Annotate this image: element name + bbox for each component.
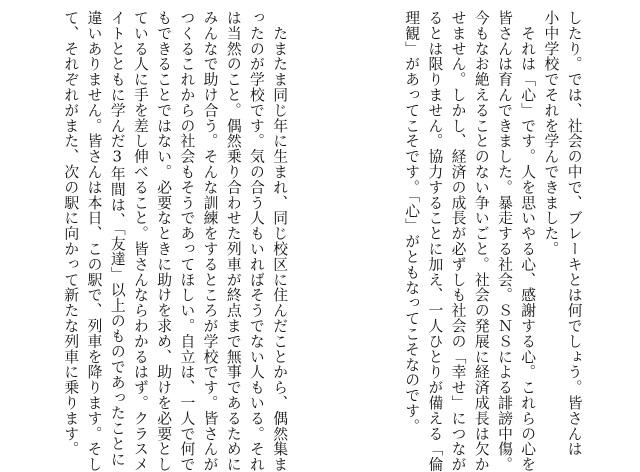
text-column: たまたま同じ年に生まれ、同じ校区に住んだことから、偶然集ま xyxy=(271,10,289,472)
text-column: ている人に手を差し伸べること。皆さんならわかるはず。クラスメ xyxy=(131,10,149,472)
text-column: 今もなお絶えることのない争いごと。社会の発展に経済成長は欠か xyxy=(472,10,490,472)
paragraph-gap xyxy=(0,10,13,435)
text-column: もできることではない。必要なときに助けを求め、助けを必要とし xyxy=(155,10,173,472)
text-column: したり。では、社会の中で、ブレーキとは何でしょう。皆さんは xyxy=(565,10,583,457)
text-column: 皆さんは育んできました。暴走する社会。ＳＮＳによる誹謗中傷。 xyxy=(495,10,513,472)
paragraph-block-2 xyxy=(59,10,291,472)
paragraph-gap xyxy=(338,10,354,435)
text-column: つくるこれからの社会もそうであってほしい。自立は、一人で何で xyxy=(178,10,196,472)
paragraph-block-1 xyxy=(400,10,586,472)
text-column: せません。しかし、経済の成長が必ずしも社会の「幸せ」につなが xyxy=(449,10,467,472)
text-column: 小中学校でそれを学んできました。 xyxy=(542,10,560,257)
text-column: イトとともに学んだ3年間は、「友達」以上のものであったことに xyxy=(108,10,126,467)
text-column: 理観」があってこそです。「心」がともなってこそなのです。 xyxy=(403,10,421,434)
text-column: て、それぞれがまた、次の駅に向かって新たな列車に乗ります。 xyxy=(62,10,80,457)
text-column: るとは限りません。協力することに加え、一人ひとりが備える「倫 xyxy=(426,10,444,472)
text-column: ったのが学校です。気の合う人もいればそうでない人もいる。それ xyxy=(247,10,265,472)
text-column: は当然のこと。偶然乗り合わせた列車が終点まで無事であるために xyxy=(224,10,242,472)
text-column: みんなで助け合う。そんな訓練をするところが学校です。皆さんが xyxy=(201,10,219,472)
text-column: 違いありません。皆さんは本日、この駅で、列車を降ります。そし xyxy=(85,10,103,472)
text-column: それは「心」です。人を思いやる心、感謝する心。これらの心を xyxy=(519,10,537,472)
